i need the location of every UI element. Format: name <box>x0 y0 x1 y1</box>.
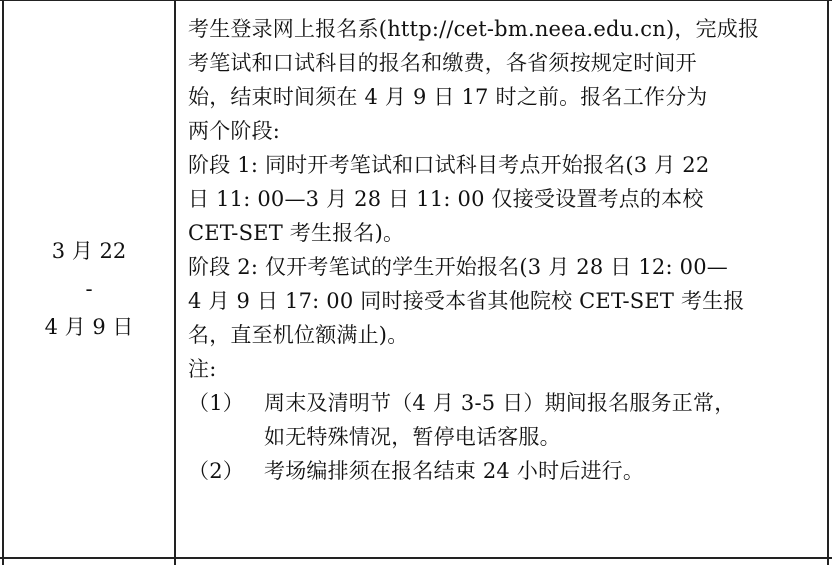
note-text: 考场编排须在报名结束 24 小时后进行。 <box>264 459 645 483</box>
note-heading: 注: <box>188 357 217 381</box>
text-line: 考笔试和口试科目的报名和缴费，各省须按规定时间开 <box>188 51 697 75</box>
note-item <box>188 386 820 420</box>
text-line: CET-SET 考生报名)。 <box>188 221 405 245</box>
note-number: （1） <box>188 391 244 415</box>
note-number: （2） <box>188 459 244 483</box>
description-cell <box>188 12 820 488</box>
text-line: 始，结束时间须在 4 月 9 日 17 时之前。报名工作分为 <box>188 85 708 109</box>
text-line: 考生登录网上报名系(http://cet-bm.neea.edu.cn)，完成报 <box>188 17 760 41</box>
text-line: 名，直至机位额满止)。 <box>188 323 409 347</box>
table-column-divider <box>174 0 176 565</box>
date-cell <box>4 0 174 557</box>
note-item <box>188 454 820 488</box>
text-line: 4 月 9 日 17: 00 同时接受本省其他院校 CET-SET 考生报 <box>188 289 745 313</box>
date-separator: - <box>85 276 93 301</box>
date-end: 4 月 9 日 <box>44 314 134 339</box>
table-row-divider <box>0 557 832 559</box>
note-text-continued: 如无特殊情况，暂停电话客服。 <box>264 425 561 449</box>
date-start: 3 月 22 <box>51 238 127 263</box>
text-line: 阶段 2: 仅开考笔试的学生开始报名(3 月 28 日 12: 00— <box>188 255 728 279</box>
note-text: 周末及清明节（4 月 3-5 日）期间报名服务正常， <box>264 391 736 415</box>
text-line: 日 11: 00—3 月 28 日 11: 00 仅接受设置考点的本校 <box>188 187 704 211</box>
table-right-border <box>827 0 829 565</box>
text-line: 阶段 1: 同时开考笔试和口试科目考点开始报名(3 月 22 <box>188 153 710 177</box>
text-line: 两个阶段: <box>188 119 281 143</box>
